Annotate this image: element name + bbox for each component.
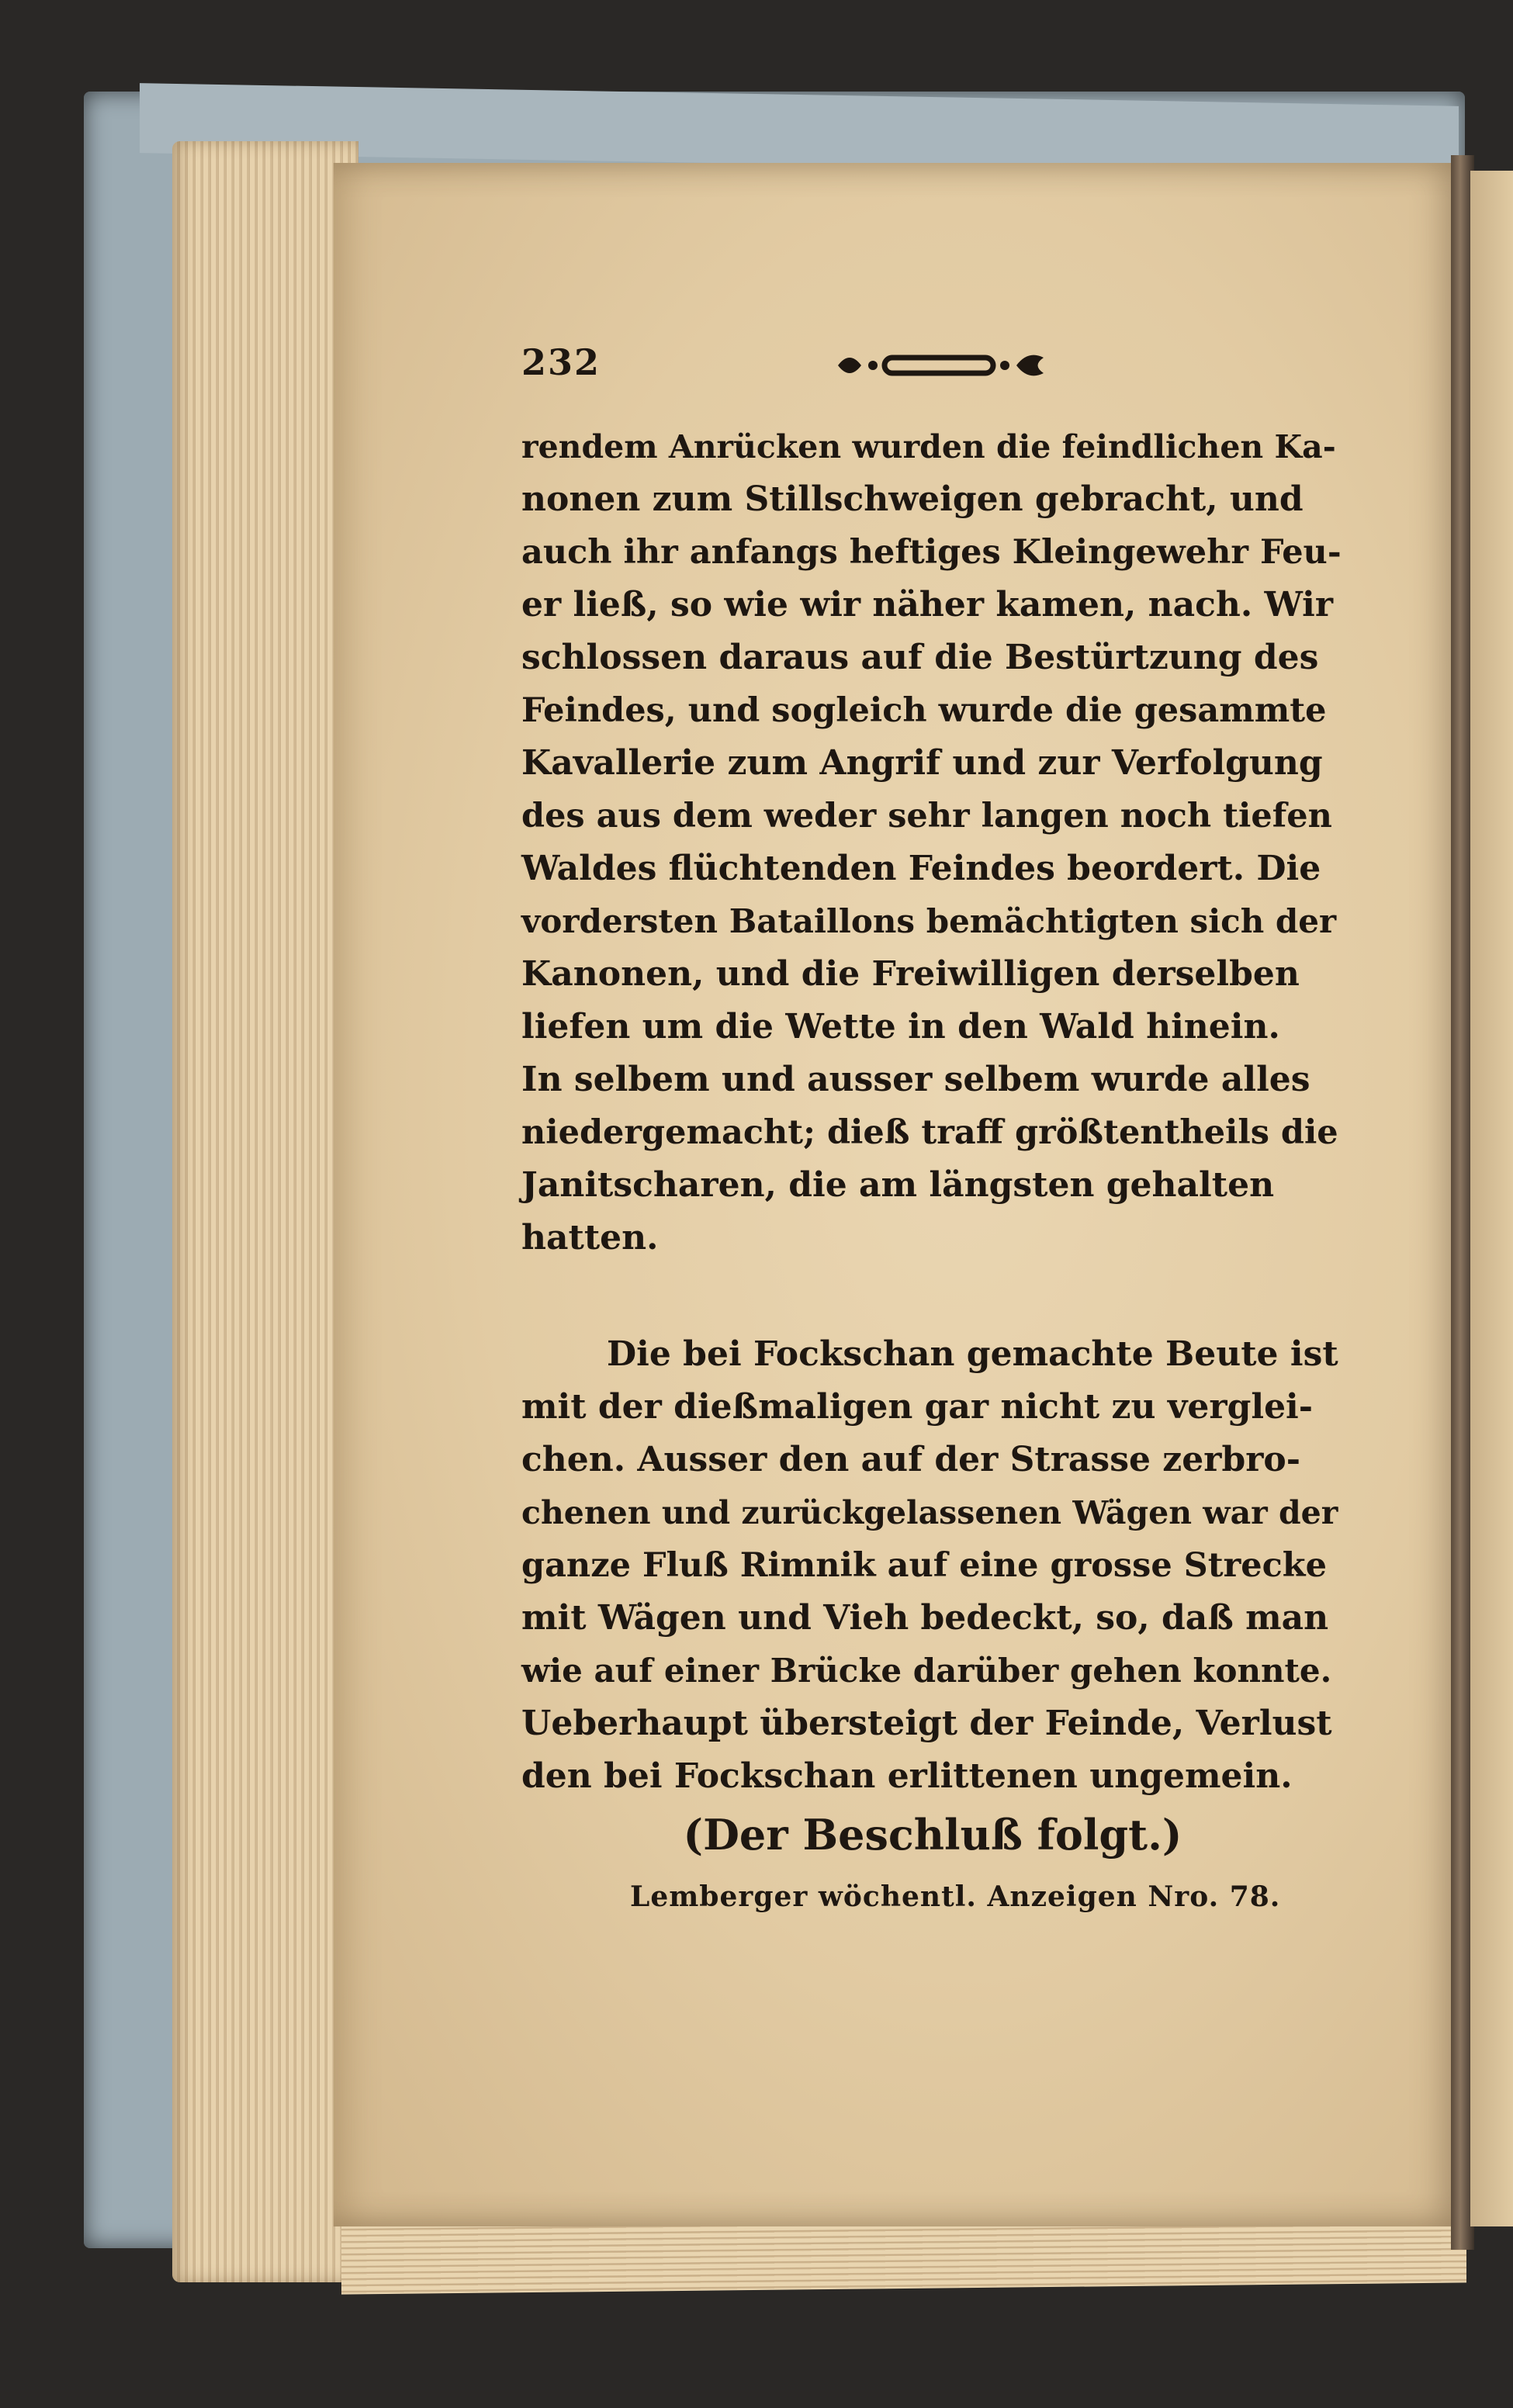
text-line: ganze Fluß Rimnik auf eine grosse Strecke [521, 1546, 1327, 1585]
text-line: vordersten Bataillons bemächtigten sich der [521, 902, 1337, 940]
facing-page-edge [1470, 171, 1513, 2226]
text-line: Kanonen, und die Freiwilligen derselben [521, 954, 1300, 994]
text-line: chen. Ausser den auf der Strasse zerbro- [521, 1440, 1301, 1479]
text-line: Janitscharen, die am längsten gehalten [521, 1165, 1275, 1205]
text-line: Die bei Fockschan gemachte Beute ist [607, 1334, 1338, 1374]
text-line: Kavallerie zum Angrif und zur Verfolgung [521, 743, 1323, 783]
text-line: Feindes, und sogleich wurde die gesammte [521, 691, 1327, 730]
text-line: des aus dem weder sehr langen noch tiefen [521, 797, 1332, 836]
text-line: rendem Anrücken wurden die feindlichen Ka- [521, 428, 1336, 465]
text-line: auch ihr anfangs heftiges Kleingewehr Feu- [521, 533, 1342, 572]
text-line: wie auf einer Brücke darüber gehen konnte. [521, 1652, 1332, 1690]
text-line: mit der dießmaligen gar nicht zu verglei- [521, 1387, 1314, 1427]
text-line: niedergemacht; dieß traff größtentheils die [521, 1113, 1338, 1152]
text-line: mit Wägen und Vieh bedeckt, so, daß man [521, 1598, 1329, 1638]
text-line: hatten. [521, 1218, 659, 1258]
text-line: schlossen daraus auf die Bestürtzung des [521, 638, 1319, 677]
page-header [521, 341, 1344, 388]
text-line: liefen um die Wette in den Wald hinein. [521, 1007, 1280, 1047]
source-signature: Lemberger wöchentl. Anzeigen Nro. 78. [630, 1880, 1281, 1913]
page-stack-left-edge [172, 141, 358, 2282]
continuation-note: (Der Beschluß folgt.) [683, 1810, 1182, 1860]
header-ornament-icon [830, 346, 1055, 385]
page-number: 232 [521, 341, 601, 383]
text-line: chenen und zurückgelassenen Wägen war der [521, 1494, 1338, 1531]
text-line: er ließ, so wie wir näher kamen, nach. Wir [521, 585, 1334, 624]
text-line: Ueberhaupt übersteigt der Feinde, Verlust [521, 1704, 1332, 1743]
text-line: nonen zum Stillschweigen gebracht, und [521, 479, 1304, 519]
text-line: den bei Fockschan erlittenen ungemein. [521, 1756, 1293, 1796]
text-line: Waldes flüchtenden Feindes beordert. Die [521, 849, 1321, 888]
text-line: In selbem und ausser selbem wurde alles [521, 1060, 1310, 1099]
